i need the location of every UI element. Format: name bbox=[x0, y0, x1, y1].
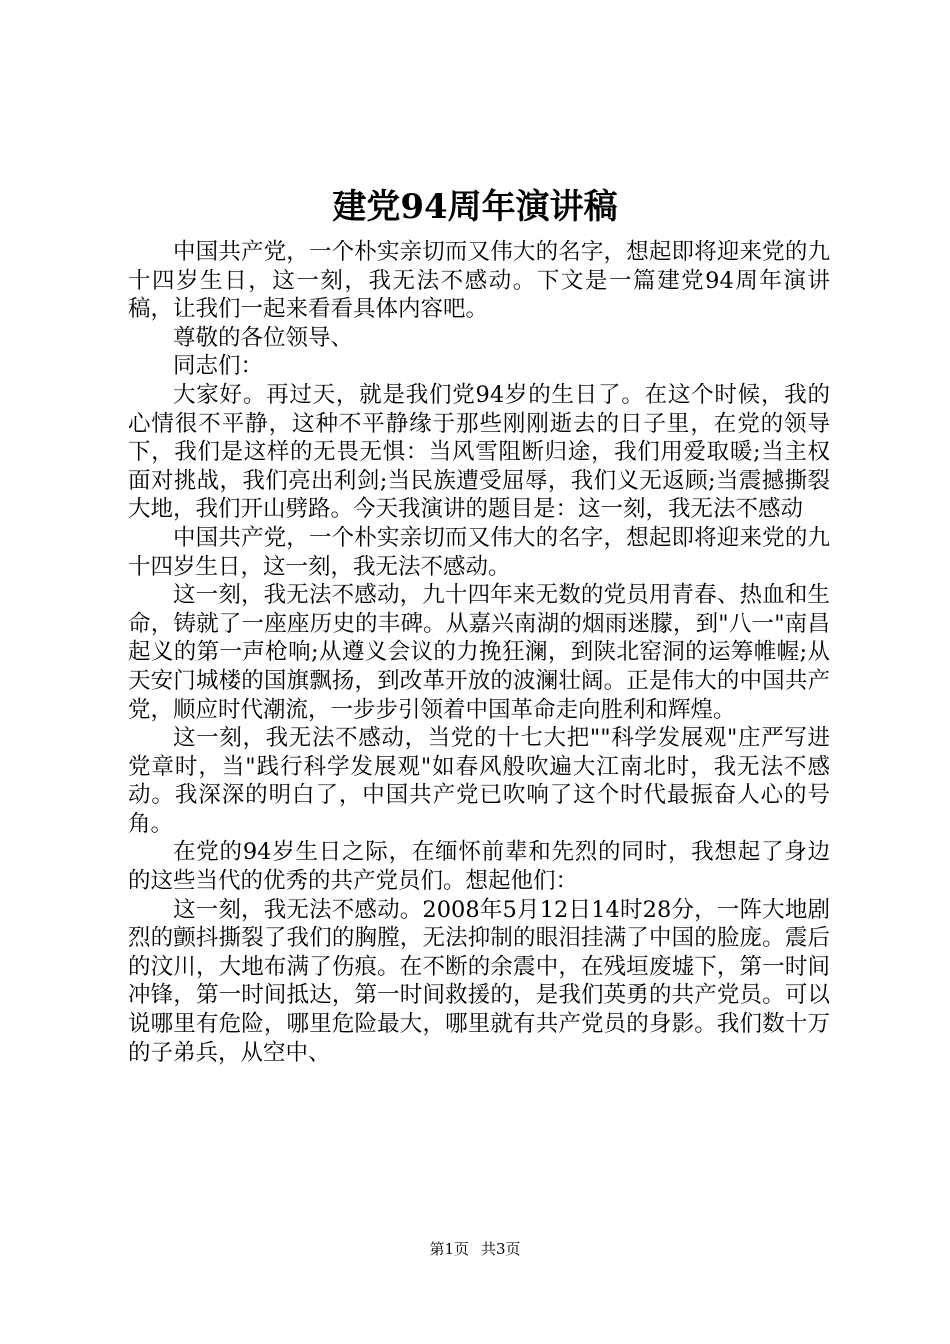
paragraph-salutation-1: 尊敬的各位领导、 bbox=[173, 324, 354, 351]
paragraph: 大家好。再过天，就是我们党94岁的生日了。在这个时候，我的心情很不平静，这种不平静缘于那些刚刚逝去的日子里，在党的领导下，我们是这样的无畏无惧：当风雪阻断归途，我们用爱取暖;当主权面对挑战，我们亮出利剑;当民族遭受屈辱，我们义无返顾;当震撼撕裂大地，我们开山劈路。今天我演讲的题目是：这一刻，我无法不感动 bbox=[128, 381, 830, 523]
paragraph: 在党的94岁生日之际，在缅怀前辈和先烈的同时，我想起了身边的这些当代的优秀的共产党员们。想起他们： bbox=[128, 839, 830, 895]
paragraph-salutation-2: 同志们： bbox=[173, 353, 264, 380]
paragraph: 中国共产党，一个朴实亲切而又伟大的名字，想起即将迎来党的九十四岁生日，这一刻，我无法不感动。 bbox=[128, 524, 830, 580]
page-title: 建党94周年演讲稿 bbox=[332, 187, 618, 227]
paragraph: 这一刻，我无法不感动，当党的十七大把""科学发展观"庄严写进党章时，当"践行科学发展观"如春风般吹遍大江南北时，我无法不感动。我深深的明白了，中国共产党已吹响了这个时代最振奋人心的号角。 bbox=[128, 725, 830, 837]
document-body bbox=[128, 238, 830, 1067]
paragraph: 这一刻，我无法不感动。2008年5月12日14时28分，一阵大地剧烈的颤抖撕裂了我们的胸膛，无法抑制的眼泪挂满了中国的脸庞。震后的汶川，大地布满了伤痕。在不断的余震中，在残垣废墟下，第一时间冲锋，第一时间抵达，第一时间救援的，是我们英勇的共产党员。可以说哪里有危险，哪里危险最大，哪里就有共产党员的身影。我们数十万的子弟兵，从空中、 bbox=[128, 896, 830, 1066]
page-number-current: 第1页 bbox=[429, 1240, 469, 1258]
paragraph-intro: 中国共产党，一个朴实亲切而又伟大的名字，想起即将迎来党的九十四岁生日，这一刻，我无法不感动。下文是一篇建党94周年演讲稿，让我们一起来看看具体内容吧。 bbox=[128, 239, 830, 323]
page-number-total: 共3页 bbox=[481, 1240, 521, 1258]
page-footer bbox=[0, 1239, 950, 1259]
paragraph: 这一刻，我无法不感动，九十四年来无数的党员用青春、热血和生命，铸就了一座座历史的丰碑。从嘉兴南湖的烟雨迷朦，到"八一"南昌起义的第一声枪响;从遵义会议的力挽狂澜，到陕北窑洞的运筹帷幄;从天安门城楼的国旗飘扬，到改革开放的波澜壮阔。正是伟大的中国共产党，顺应时代潮流，一步步引领着中国革命走向胜利和辉煌。 bbox=[128, 582, 830, 723]
